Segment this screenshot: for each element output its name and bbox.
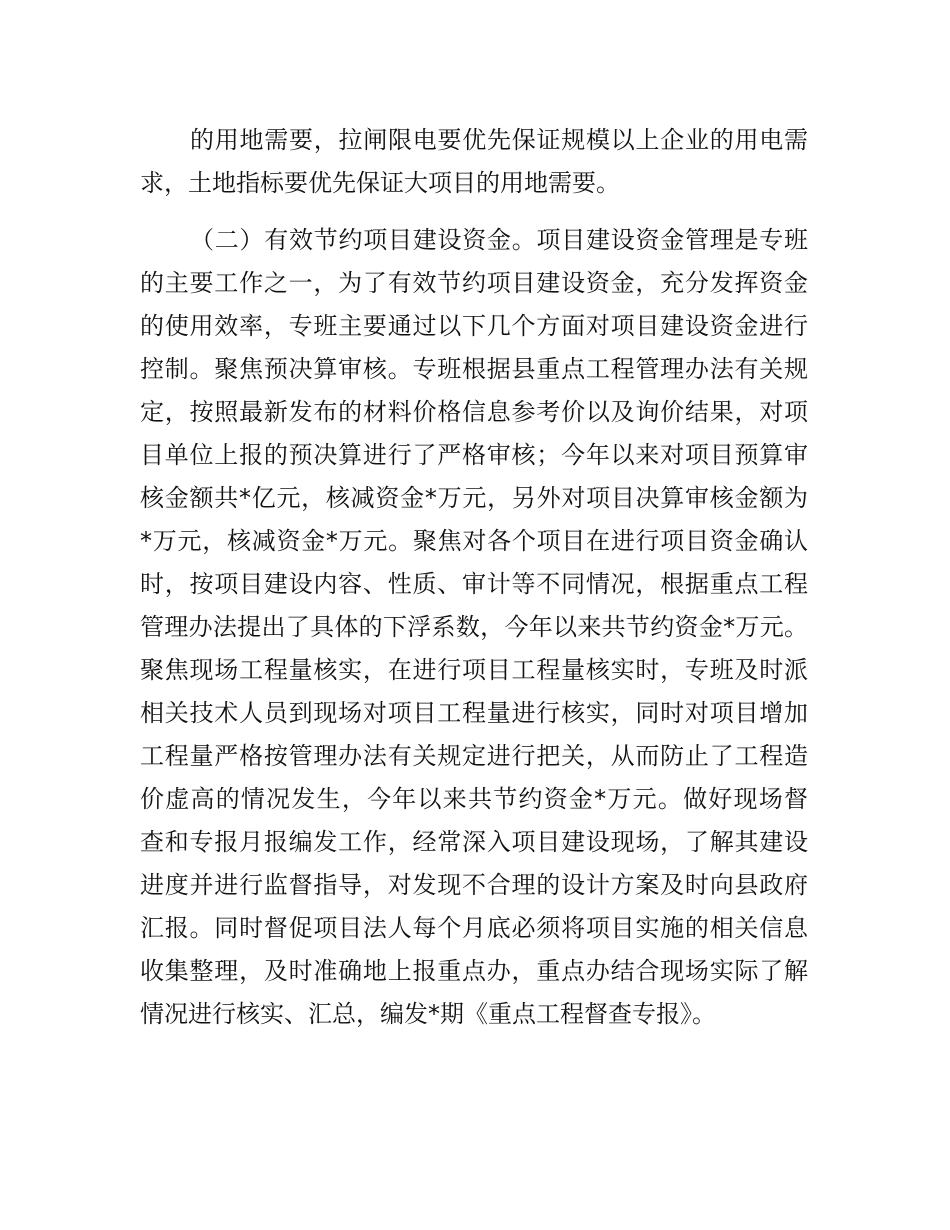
paragraph-2-line: 工程量严格按管理办法有关规定进行把关，从而防止了工程造 [140, 742, 808, 770]
paragraph-1-line: 的用地需要，拉闸限电要优先保证规模以上企业的用电需 [190, 126, 808, 154]
paragraph-2-line: 价虚高的情况发生，今年以来共节约资金*万元。做好现场督 [140, 785, 808, 813]
paragraph-2-line: 时，按项目建设内容、性质、审计等不同情况，根据重点工程 [140, 570, 808, 598]
paragraph-2-line: *万元，核减资金*万元。聚焦对各个项目在进行项目资金确认 [140, 527, 808, 555]
paragraph-2-line: 进度并进行监督指导，对发现不合理的设计方案及时向县政府 [140, 871, 808, 899]
paragraph-1-line: 求，土地指标要优先保证大项目的用地需要。 [140, 169, 620, 197]
paragraph-2-line: 情况进行核实、汇总，编发*期《重点工程督查专报》。 [140, 1000, 716, 1028]
paragraph-2-line: （二）有效节约项目建设资金。项目建设资金管理是专班 [190, 226, 808, 254]
paragraph-2-line: 控制。聚焦预决算审核。专班根据县重点工程管理办法有关规 [140, 355, 808, 383]
paragraph-2-line: 收集整理，及时准确地上报重点办，重点办结合现场实际了解 [140, 957, 808, 985]
paragraph-2-line: 相关技术人员到现场对项目工程量进行核实，同时对项目增加 [140, 699, 808, 727]
paragraph-2-line: 目单位上报的预决算进行了严格审核；今年以来对项目预算审 [140, 441, 808, 469]
paragraph-2-line: 管理办法提出了具体的下浮系数，今年以来共节约资金*万元。 [140, 613, 808, 641]
paragraph-2-line: 定，按照最新发布的材料价格信息参考价以及询价结果，对项 [140, 398, 808, 426]
paragraph-2-line: 汇报。同时督促项目法人每个月底必须将项目实施的相关信息 [140, 914, 808, 942]
paragraph-2-line: 聚焦现场工程量核实，在进行项目工程量核实时，专班及时派 [140, 656, 808, 684]
paragraph-2-line: 的主要工作之一，为了有效节约项目建设资金，充分发挥资金 [140, 269, 808, 297]
paragraph-2-line: 核金额共*亿元，核减资金*万元，另外对项目决算审核金额为 [140, 484, 808, 512]
paragraph-2-line: 的使用效率，专班主要通过以下几个方面对项目建设资金进行 [140, 312, 808, 340]
paragraph-2-line: 查和专报月报编发工作，经常深入项目建设现场，了解其建设 [140, 828, 808, 856]
